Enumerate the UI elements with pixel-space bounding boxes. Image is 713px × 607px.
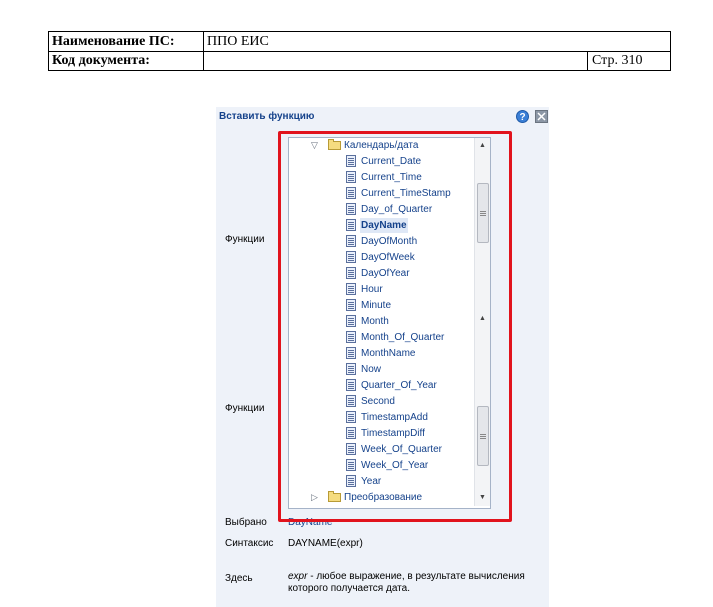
scroll-up-icon[interactable]: ▲ (479, 315, 486, 322)
document-code-label: Код документа: (49, 51, 204, 70)
highlight-frame (278, 131, 512, 522)
dialog-title: Вставить функцию (219, 111, 315, 122)
expanded-triangle-icon[interactable]: ▽ (311, 140, 318, 150)
selected-value: DayName (288, 517, 333, 528)
functions-label: Функции (225, 234, 265, 245)
document-code-value (204, 51, 588, 70)
function-tree[interactable]: ▽ Календарь/дата Current_Date Current_Time Current_TimeStamp Day_of_Quarter DayName DayOfMonth DayOfWeek DayOfYear Hour Minute Month Month_Of_Quarter MonthName Now Quarter_Of_Year Second TimestampAdd TimestampDiff Week_Of_Quarter Week_Of_Year Year ▷ Преобразование ▲ ▲ ▼ (288, 137, 491, 509)
page-number: Стр. 310 (592, 53, 643, 68)
collapsed-triangle-icon[interactable]: ▷ (311, 492, 318, 502)
header-row-name (49, 32, 670, 52)
description-param: expr (288, 571, 308, 582)
help-icon[interactable]: ? (516, 110, 529, 123)
syntax-label: Синтаксис (225, 538, 274, 549)
scroll-up-icon[interactable]: ▲ (479, 142, 486, 149)
scroll-down-icon[interactable]: ▼ (479, 494, 486, 501)
system-name-label: Наименование ПС: (49, 32, 204, 51)
syntax-value: DAYNAME(expr) (288, 538, 363, 549)
close-icon[interactable] (535, 110, 548, 123)
description-text: - любое выражение, в результате вычисления которого получается дата. (288, 571, 525, 594)
selected-label: Выбрано (225, 517, 267, 528)
here-label: Здесь (225, 573, 253, 584)
system-name-value: ППО ЕИС (207, 34, 269, 49)
header-row-code (49, 51, 670, 70)
document-header-table (48, 31, 671, 71)
functions-label-repeat: Функции (225, 403, 265, 414)
function-description (288, 571, 546, 595)
